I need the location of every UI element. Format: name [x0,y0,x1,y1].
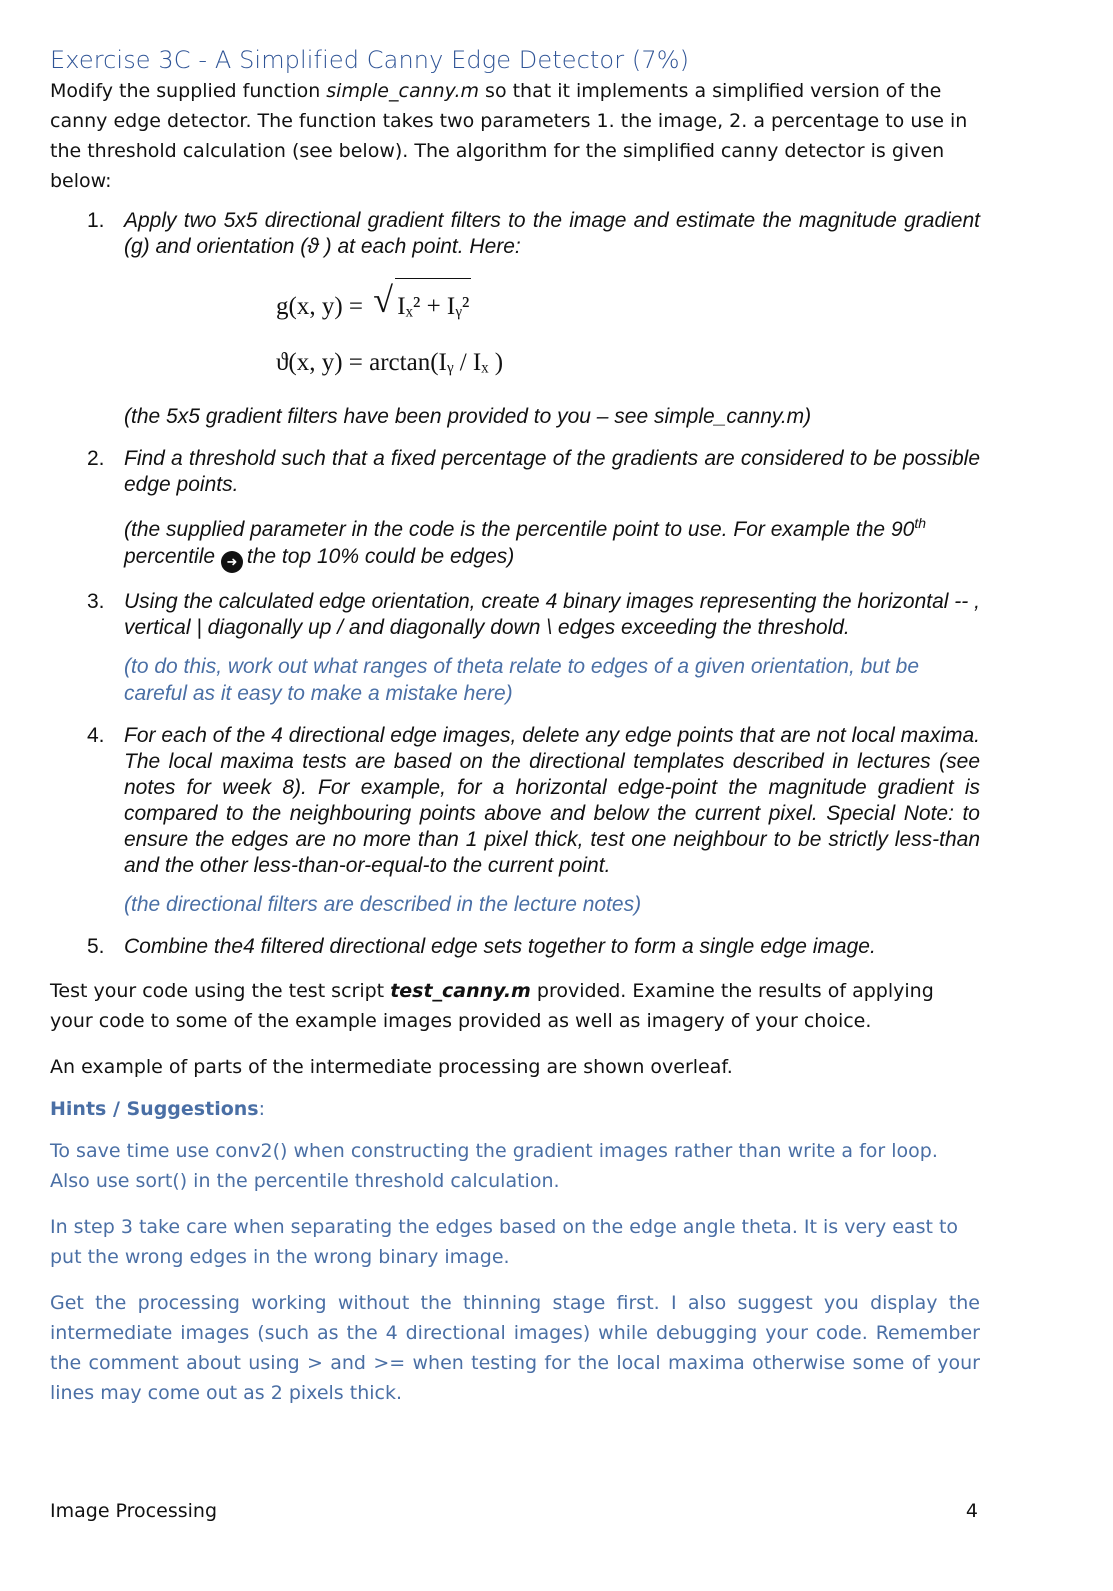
overleaf-paragraph: An example of parts of the intermediate processing are shown overleaf. [50,1056,733,1078]
hints-heading: Hints / Suggestions: [50,1098,265,1120]
step-text: Find a threshold such that a fixed percentage of the gradients are considered to be possible edge points. [124,447,980,496]
radicand: Iₓ² + Iᵧ² [395,278,471,335]
page-footer [50,1500,978,1522]
gradient-magnitude-equation [276,278,980,335]
step-number: 3. [87,590,105,613]
hint-paragraph: To save time use conv2() when constructing the gradient images rather than write a for loop. Also use sort() in the percentile threshold calculation. [50,1140,938,1192]
list-item [50,723,980,918]
intro-text-b: so that it implements a simplified version of the canny edge detector. The function takes two parameters 1. the image, 2. a percentage to use in the threshold calculation (see below). The algorithm for the simplified canny detector is given below: [50,80,968,192]
page-title: Exercise 3C - A Simplified Canny Edge Detector (7%) [50,46,690,74]
page [50,40,980,1408]
test-paragraph: Test your code using the test script test_canny.m provided. Examine the results of applying your code to some of the example images provided as well as imagery of your choice. [50,980,934,1032]
step-note: (to do this, work out what ranges of theta relate to edges of a given orientation, but be careful as it easy to make a mistake here) [124,655,919,705]
step-text: Using the calculated edge orientation, create 4 binary images representing the horizontal -- , vertical | diagonally up / and diagonally down \ edges exceeding the threshold. [124,590,980,639]
equation-rhs: arctan(Iᵧ / Iₓ ) [369,349,504,376]
arrow-icon: ➜ [221,551,243,573]
step-number: 2. [87,447,105,470]
equation-lhs: ϑ(x, y) = [276,349,363,376]
square-root: √ Iₓ² + Iᵧ² [373,278,471,335]
step-text: Combine the4 filtered directional edge sets together to form a single edge image. [124,935,876,958]
step-number: 5. [87,935,105,958]
hint-paragraph: In step 3 take care when separating the edges based on the edge angle theta. It is very east to put the wrong edges in the wrong binary image. [50,1216,959,1268]
step-number: 4. [87,724,105,747]
step-text: For each of the 4 directional edge images, delete any edge points that are not local maxima. The local maxima tests are based on the directional templates described in lectures (see notes for week 8). For example, for a horizontal edge-point the magnitude gradient is compared to the neighbouring points above and below the current pixel. Special Note: to ensure the edges are no more than 1 pixel thick, test one neighbour to be strictly less-than and the other less-than-or-equal-to the current point. [124,724,980,877]
list-item [50,589,980,707]
list-item [50,208,980,430]
footer-title: Image Processing [50,1500,218,1522]
hint-paragraph: Get the processing working without the thinning stage first. I also suggest you display the intermediate images (such as the 4 directional images) while debugging your code. Remember the comment about using > and >= when testing for the local maxima otherwise some of your lines may come out as 2 pixels thick. [50,1292,980,1404]
function-name: simple_canny.m [326,80,479,102]
page-number: 4 [965,1500,978,1522]
step-note: (the supplied parameter in the code is the percentile point to use. For example the 90th percentile ➜ the top 10% could be edges) [124,510,980,573]
equation-lhs: g(x, y) = [276,293,363,320]
step-note: (the directional filters are described in the lecture notes) [124,893,642,916]
orientation-equation [276,335,980,391]
step-number: 1. [87,209,105,232]
intro-text-a: Modify the supplied function [50,80,327,102]
algorithm-steps [50,208,980,960]
step-text: Apply two 5x5 directional gradient filters to the image and estimate the magnitude gradient (g) and orientation (ϑ ) at each point. Here: [124,209,980,258]
list-item [50,934,980,960]
test-script-name: test_canny.m [390,980,531,1002]
equations [276,278,980,391]
step-note: (the 5x5 gradient filters have been provided to you – see simple_canny.m) [124,405,812,428]
intro-paragraph [50,76,980,196]
list-item [50,446,980,573]
